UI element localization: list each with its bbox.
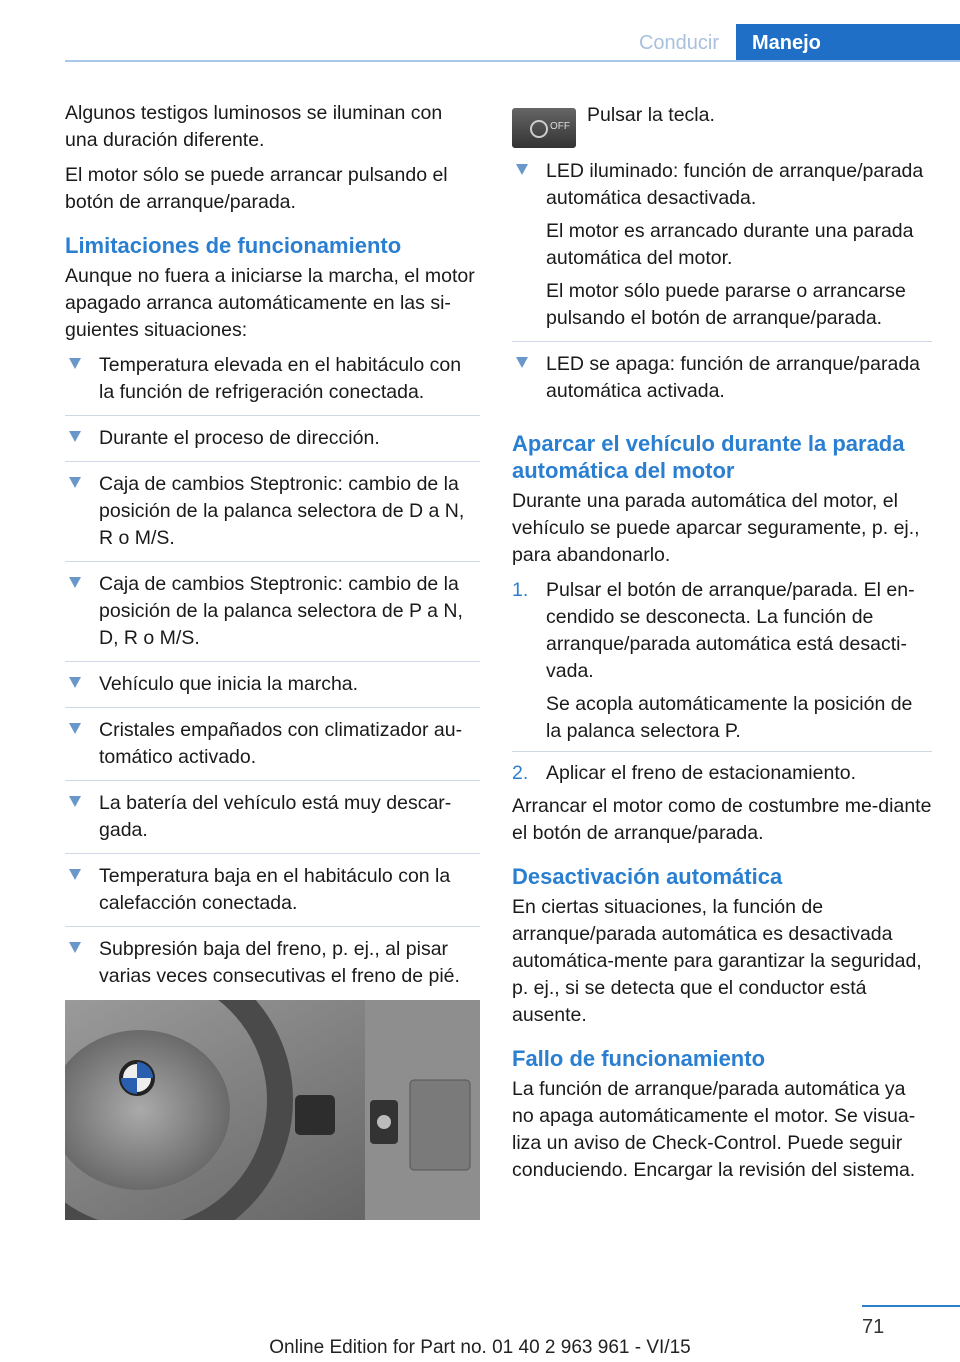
list-item: Caja de cambios Steptronic: cambio de la posición de la palanca selectora de D a N, R o M/S. — [65, 471, 480, 562]
page-number: 71 — [862, 1316, 885, 1338]
tab-conducir[interactable]: Conducir — [638, 31, 719, 54]
paragraph-auto-deactivation: En ciertas situaciones, la función de arranque/parada automática es desactivada automática‐mente para garantizar la seguridad, p. ej., si se detecta que el conductor está ausente. — [512, 896, 922, 1026]
paragraph-start-button: El motor sólo se puede arrancar pulsando el botón de arranque/parada. — [65, 164, 448, 213]
list-item: Vehículo que inicia la marcha. — [65, 671, 480, 708]
steering-wheel-photo — [65, 1000, 480, 1220]
left-column — [65, 100, 480, 1112]
triangle-bullet-icon — [69, 431, 81, 442]
list-item: Temperatura baja en el habitáculo con la calefacción conectada. — [65, 863, 480, 927]
list-item: Durante el proceso de dirección. — [65, 425, 480, 462]
header-divider — [65, 60, 960, 62]
key-label: OFF — [550, 121, 570, 132]
press-key-text: Pulsar la tecla. — [587, 104, 715, 126]
auto-start-stop-icon — [530, 120, 548, 138]
triangle-bullet-icon — [69, 358, 81, 369]
footer-divider — [862, 1305, 960, 1307]
triangle-bullet-icon — [69, 869, 81, 880]
edition-footer: Online Edition for Part no. 01 40 2 963 961 - VI/15 — [269, 1337, 691, 1358]
list-item: Subpresión baja del freno, p. ej., al pisar varias veces consecutivas el freno de pié. — [65, 936, 480, 999]
right-column — [512, 100, 932, 1192]
list-item: La batería del vehículo está muy descar‐gada. — [65, 790, 480, 854]
triangle-bullet-icon — [69, 723, 81, 734]
list-item: Temperatura elevada en el habitáculo con la función de refrigeración conectada. — [65, 352, 480, 416]
triangle-bullet-icon — [69, 942, 81, 953]
list-subtext: Se acopla automáticamente la posición de la palanca selectora P. — [546, 693, 913, 742]
paragraph-limitations-intro: Aunque no fuera a iniciarse la marcha, el motor apagado arranca automáticamente en las si‐guientes situaciones: — [65, 265, 475, 341]
key-row — [512, 100, 932, 144]
triangle-bullet-icon — [516, 357, 528, 368]
paragraph-park-outro: Arrancar el motor como de costumbre me‐diante el botón de arranque/parada. — [512, 795, 932, 844]
heading-malfunction: Fallo de funcionamiento — [512, 1046, 766, 1071]
paragraph-park-intro: Durante una parada automática del motor, el vehículo se puede aparcar seguramente, p. ej., para abandonarlo. — [512, 490, 920, 566]
park-steps — [512, 577, 932, 793]
limitations-list — [65, 352, 480, 999]
triangle-bullet-icon — [69, 677, 81, 688]
list-item: Caja de cambios Steptronic: cambio de la posición de la palanca selectora de P a N, D, R o M/S. — [65, 571, 480, 662]
list-subtext: El motor es arrancado durante una parada automática del motor. — [546, 220, 914, 269]
paragraph-malfunction: La función de arranque/parada automática ya no apaga automáticamente el motor. Se visua‐liza un aviso de Check-Control. Puede seguir conduciendo. Encargar la revisión del sistema. — [512, 1078, 916, 1181]
list-subtext: El motor sólo puede pararse o arrancarse pulsando el botón de arranque/parada. — [546, 280, 906, 329]
triangle-bullet-icon — [69, 796, 81, 807]
heading-limitations: Limitaciones de funcionamiento — [65, 233, 402, 258]
auto-start-stop-off-key[interactable] — [512, 108, 576, 148]
list-item: LED iluminado: función de arranque/parada automática desactivada. El motor es arrancado durante una parada automática del motor. El motor sólo puede pararse o arrancarse pulsando el botón de arranque/parada. — [512, 158, 932, 342]
triangle-bullet-icon — [69, 577, 81, 588]
list-item: Cristales empañados con climatizador au‐tomático activado. — [65, 717, 480, 781]
list-item: 2. Aplicar el freno de estacionamiento. — [512, 762, 857, 784]
heading-auto-deactivation: Desactivación automática — [512, 864, 783, 889]
led-list — [512, 158, 932, 414]
list-item: 1. Pulsar el botón de arranque/parada. El en‐cendido se desconecta. La función de arranque/parada automática está desacti‐vada. Se acopla automáticamente la posición de la palanca selectora P. — [512, 577, 932, 752]
triangle-bullet-icon — [69, 477, 81, 488]
triangle-bullet-icon — [516, 164, 528, 175]
heading-park: Aparcar el vehículo durante la parada automática del motor — [512, 431, 905, 483]
paragraph-warning-lights: Algunos testigos luminosos se iluminan con una duración diferente. — [65, 102, 443, 151]
list-item: LED se apaga: función de arranque/parada automática activada. — [512, 351, 932, 414]
tab-manejo[interactable]: Manejo — [736, 24, 960, 62]
